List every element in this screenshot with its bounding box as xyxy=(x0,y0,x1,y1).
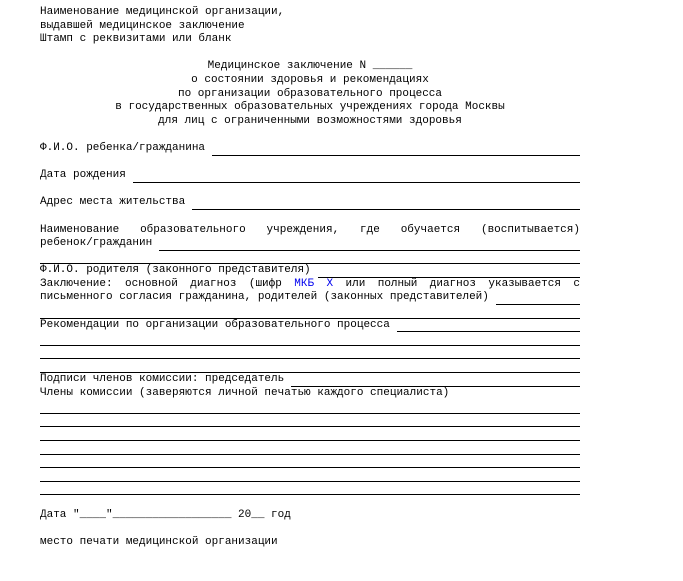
stamp-line: Штамп с реквизитами или бланк xyxy=(40,33,232,46)
address-field xyxy=(40,196,580,210)
address-label: Адрес места жительства xyxy=(40,196,186,209)
blank-line xyxy=(40,334,580,346)
title-line-1: Медицинское заключение N ______ xyxy=(207,60,413,73)
member-signature-line xyxy=(40,415,580,427)
chair-signature-label: Подписи членов комиссии: председатель xyxy=(40,373,285,386)
institution-label-2: ребенок/гражданин xyxy=(40,237,153,250)
conclusion-label-2: письменного согласия гражданина, родителей (законных представителей) xyxy=(40,291,489,304)
parent-name-label: Ф.И.О. родителя (законного представителя) xyxy=(40,264,311,277)
seal-label: место печати медицинской организации xyxy=(40,536,278,549)
conclusion-text-tail: или полный диагноз указывается с xyxy=(333,277,580,290)
child-name-field xyxy=(40,142,580,156)
child-name-label: Ф.И.О. ребенка/гражданина xyxy=(40,141,206,154)
address-blank xyxy=(192,198,580,210)
institution-field xyxy=(40,237,580,251)
chair-signature-blank xyxy=(291,375,580,387)
recommendations-blank xyxy=(397,320,580,332)
medical-conclusion-form xyxy=(40,6,580,550)
recommendations-field xyxy=(40,319,580,333)
blank-line xyxy=(40,307,580,319)
member-signature-line xyxy=(40,456,580,468)
conclusion-label-1 xyxy=(40,278,580,292)
member-signature-line xyxy=(40,429,580,441)
blank-line xyxy=(40,347,580,359)
title-line-5: для лиц с ограниченными возможностями здоровья xyxy=(158,114,462,127)
institution-label-1: Наименование образовательного учреждения, где обучается (воспитывается) xyxy=(40,223,580,236)
member-signature-line xyxy=(40,470,580,482)
parent-name-blank xyxy=(318,266,580,278)
mkb-x-link[interactable]: МКБ X xyxy=(294,277,334,290)
blank-line xyxy=(40,252,580,264)
birth-date-label: Дата рождения xyxy=(40,169,126,182)
title-line-2: о состоянии здоровья и рекомендациях xyxy=(191,73,429,86)
parent-name-field xyxy=(40,264,580,278)
child-name-blank xyxy=(212,144,580,156)
member-signature-line xyxy=(40,483,580,495)
member-signature-line xyxy=(40,402,580,414)
date-line: Дата "____"__________________ 20__ год xyxy=(40,508,291,521)
conclusion-blank xyxy=(496,293,580,305)
conclusion-text: Заключение: основной диагноз (шифр xyxy=(40,277,295,290)
recommendations-label: Рекомендации по организации образовательного процесса xyxy=(40,318,390,331)
blank-line xyxy=(40,361,580,373)
org-name-line-2: выдавшей медицинское заключение xyxy=(40,19,245,32)
org-name-line-1: Наименование медицинской организации, xyxy=(40,6,285,18)
member-signature-line xyxy=(40,443,580,455)
institution-blank xyxy=(159,239,580,251)
birth-date-blank xyxy=(133,171,580,183)
conclusion-field xyxy=(40,291,580,305)
chair-signature-field xyxy=(40,373,580,387)
birth-date-field xyxy=(40,169,580,183)
title-line-4: в государственных образовательных учреждениях города Москвы xyxy=(115,101,505,114)
title-line-3: по организации образовательного процесса xyxy=(177,87,443,100)
members-label: Члены комиссии (заверяются личной печатью каждого специалиста) xyxy=(40,386,450,399)
